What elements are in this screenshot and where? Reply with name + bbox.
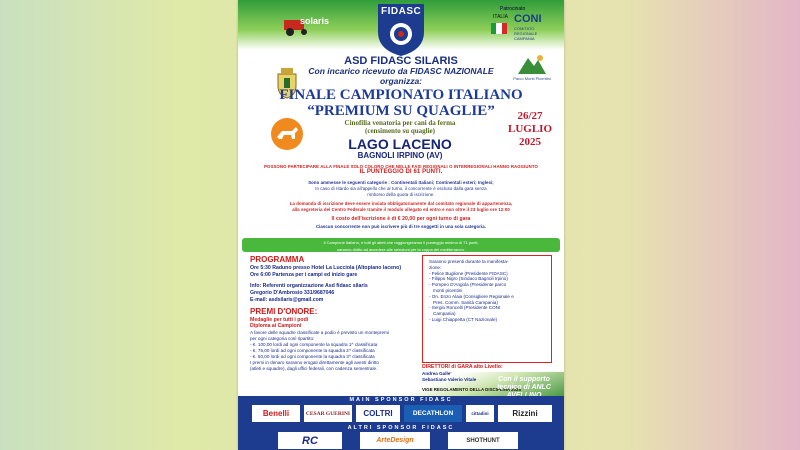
premi-heading: PREMI D'ONORE: [250,307,318,316]
other-sponsor-title: ALTRI SPONSOR FIDASC [347,425,455,431]
svg-text:solaris: solaris [300,16,330,26]
guest-5: - Sergio Roncelli (Presidente CONI [429,305,501,311]
discipline-label: Cinofilia venatoria per cani da ferma [344,119,456,127]
info-email: E-mail: asdsilaris@gmail.com [250,297,324,303]
guests-intro-1: Saranno presenti durante la manifesta- [429,259,509,264]
guest-4-cont: Pres. Comm. Sanità Campania) [433,299,498,305]
direttore-1: Andrea Galle' [422,371,452,376]
bagnoli-logo-text: Parco Monti Picentini [513,76,551,81]
guest-4: - On. Enzo Alaia (Consigliere Regionale e [429,293,514,299]
fidasc-logo-text: FIDASC [381,6,422,17]
championship-note-1: Il Campione Italiano, e tutti gli atleti che raggiungeranno il punteggio minimo di 71 punti, [323,240,479,245]
event-subtitle: “PREMIUM SU QUAGLIE” [307,103,495,119]
info-line-1: Info: Referenti organizzazione Asd fidasc silaris [250,283,368,289]
prize-text-1: A favore delle squadre classificate a podio è previsto un montepremi [250,330,389,335]
sponsor-rizzini: Rizzini [498,405,552,422]
registration-line-1: La domanda di iscrizione deve essere inviata obbligatoriamente dal comitato regionale di appartenenza, [289,201,513,206]
direttore-2: Sebastiano Valerio Vitale [422,377,477,382]
prize-first: - €. 100,00 lordi ad ogni componente la squadra 1^ classificata [250,342,378,347]
eligibility-line-1: POSSONO PARTECIPARE ALLA FINALE SOLO COLORO CHE NELLE FASI REGIONALI O INTERREGIONALI HANNO RAGGIUNTO [264,164,538,169]
venue-town: BAGNOLI IRPINO (AV) [357,151,443,160]
anlc-support-2: tecnico di ANLC [497,384,551,391]
late-rule-line: In caso di ritardo sia all'appello che al turno, il concorrente è escluso dalla gara senza [315,186,487,191]
prize-second: - €. 75,00 lordi ad ogni componente la squadra 2^ classificata [250,348,375,353]
programma-line-2: Ore 6:00 Partenza per i campi ed inizio gare [250,272,358,278]
prize-text-2: per ogni categoria così ripartito: [250,336,315,341]
premi-medals: Medaglie per tutti i podi [250,317,309,323]
programma-heading: PROGRAMMA [250,255,305,264]
guest-3: - Pompeo D'Angola (Presidente parco [429,282,507,288]
solaris-logo [278,12,330,38]
sponsor-artedesign: ArteDesign [360,432,430,449]
sponsor-rc: RC [278,432,342,449]
date-year: 2025 [519,136,541,148]
italy-flag-icon [491,21,507,32]
anlc-support-1: Con il supporto [498,376,550,383]
sponsor-decathlon: DECATHLON [404,405,462,422]
late-rule-line-2: rimborso della quota di iscrizione. [367,192,435,197]
guest-5-cont: Campania) [433,311,456,317]
entries-limit-line: Ciascun concorrente non può iscrivere più di tre soggetti in una sola categoria. [315,224,487,229]
coni-logo-text: CONI [514,13,542,25]
guest-1: - Felice Buglione (Presidente FIDASC) [429,270,508,276]
patrocinio-label: Patrocinato [500,6,526,12]
sponsor-guerini: CESAR GUERINI [304,405,352,422]
programma-line-1: Ore 5:30 Raduno presso Hotel La Lucciola (Altopiano laceno) [250,265,402,271]
premi-diploma: Diploma ai Campioni [250,323,302,329]
prize-third: - €. 50,00 lordi ad ogni componente la squadra 3^ classificata [250,354,375,359]
sponsor-benelli: Benelli [252,405,300,422]
guests-box [422,255,552,363]
categories-line: Sono ammesse le seguenti categorie : Continentali Italiani; Continentali esteri; Inglesi; [308,180,494,185]
venue-name: LAGO LACENO [348,136,452,152]
fee-line: Il costo dell'iscrizione è di € 20,00 per ogni turno di gara [331,216,471,222]
discipline-sub: (censimento su quaglie) [365,127,435,135]
guests-intro-2: zione: [429,264,442,270]
registration-line-2: alla segreteria del Centro Federale tramite il modulo allegato ed entro e non oltre il 23 luglio ore 12:00 [292,207,510,212]
organizer-title: ASD FIDASC SILARIS [344,55,458,67]
prize-text-7: (atleti e squadre), dagli uffici federali, con cadenza semestrale. [250,366,378,371]
sponsor-cittadini: cittadini [466,405,494,422]
event-poster [238,0,564,450]
organizza-label: organizza: [379,76,423,86]
guest-2: - Filippo Nigro (Sindaco Bagnoli Irpino) [429,276,508,282]
date-month: LUGLIO [507,123,552,135]
info-phone: Gregorio D'Ambrosio 331/9687046 [250,290,335,296]
main-sponsor-title: MAIN SPONSOR FIDASC [349,397,453,403]
championship-note-2: saranno diritto ad accedere alle selezioni per la coppa del mediterraneo. [337,247,465,252]
guest-3-cont: monti picentini [433,287,463,293]
hunting-dog-icon [270,117,304,151]
regulation-note: VIGE REGOLAMENTO DELLA DISCIPLINA 2025 [422,387,521,392]
guest-6: - Luigi Chiappetta (CT Nazionale) [429,316,498,322]
championship-note-bar [242,238,560,252]
prize-text-6: I premi in denaro saranno erogati direttamente agli aventi diritto [250,360,379,365]
direttori-heading: DIRETTORI di GARA alto Livello: [422,364,503,370]
eligibility-line-2: IL PUNTEGGIO DI 61 PUNTI. [359,169,443,175]
coni-subtitle: COMITATO REGIONALE CAMPANIA [514,26,538,41]
sponsor-shothunt: SHOTHUNT [448,432,518,449]
sponsor-coltri: COLTRI [356,405,400,422]
italia-label: ITALIA [493,14,508,20]
event-title: FINALE CAMPIONATO ITALIANO [279,87,523,103]
date-days: 26/27 [517,110,543,122]
organizer-mandate: Con incarico ricevuto da FIDASC NAZIONALE [308,66,494,76]
